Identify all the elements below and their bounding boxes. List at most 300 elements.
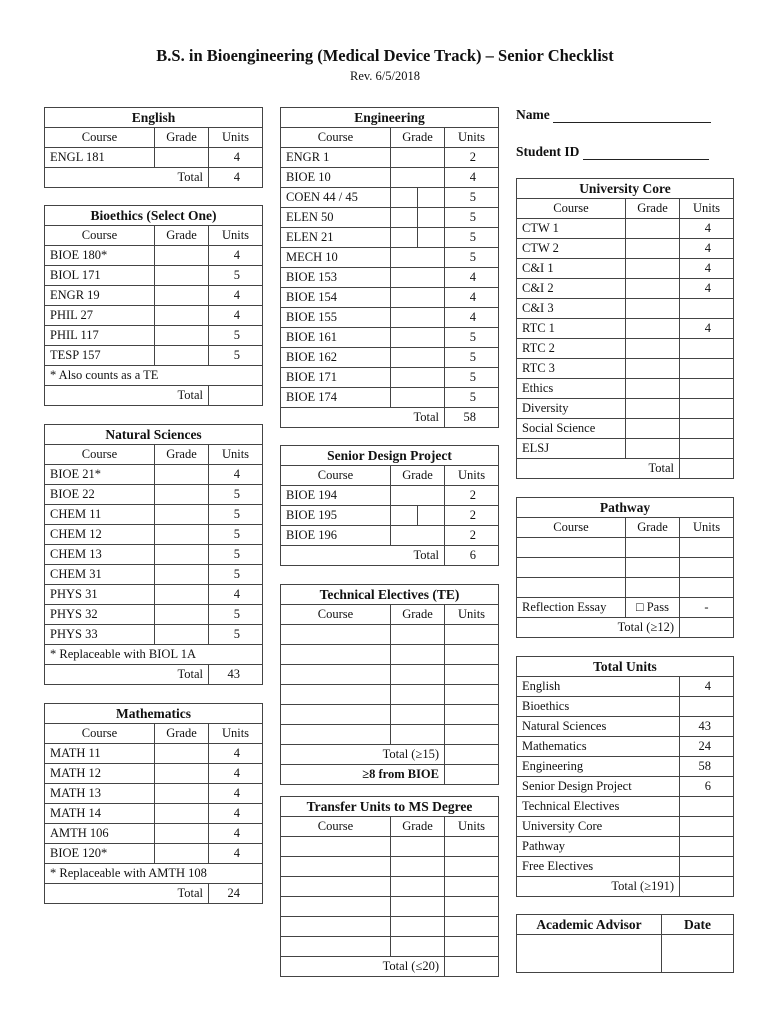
units-value: 5 [209, 505, 263, 525]
total-value: 43 [209, 665, 263, 685]
advisor-date-cell[interactable] [662, 935, 734, 973]
grade-header: Grade [155, 445, 209, 465]
grade-cell[interactable] [391, 328, 445, 348]
table-row [517, 319, 734, 339]
units-value: 5 [209, 346, 263, 366]
grade-cell[interactable] [155, 764, 209, 784]
course-header: Course [517, 518, 626, 538]
te-bioe-note: ≥8 from BIOE [281, 765, 445, 785]
grade-cell[interactable] [626, 578, 680, 598]
units-header: Units [445, 466, 499, 486]
table-row [281, 685, 499, 705]
course-cell[interactable] [281, 897, 391, 917]
course-code: MATH 11 [45, 744, 155, 764]
grade-cell[interactable] [626, 399, 680, 419]
course-code: CHEM 13 [45, 545, 155, 565]
table-row [281, 308, 499, 328]
units-cell[interactable] [445, 917, 499, 937]
revision-date: Rev. 6/5/2018 [349, 69, 421, 83]
table-row [517, 179, 734, 199]
grade-cell[interactable] [626, 299, 680, 319]
units-value: 4 [209, 465, 263, 485]
grade-cell[interactable] [626, 359, 680, 379]
grade-cell[interactable] [626, 239, 680, 259]
table-row [281, 817, 499, 837]
category-label: Mathematics [517, 737, 680, 757]
table-row [281, 168, 499, 188]
category-units [680, 817, 734, 837]
course-code: ENGL 181 [45, 148, 155, 168]
grade-header: Grade [391, 817, 445, 837]
units-value: 4 [445, 168, 499, 188]
course-header: Course [45, 128, 155, 148]
grade-cell[interactable] [391, 526, 445, 546]
units-cell[interactable] [445, 857, 499, 877]
units-header: Units [209, 226, 263, 246]
course-cell[interactable] [517, 558, 626, 578]
grade-cell[interactable] [391, 188, 445, 208]
table-row [517, 498, 734, 518]
table-row [45, 724, 263, 744]
grade-cell[interactable] [391, 877, 445, 897]
section-title: English [45, 108, 263, 128]
course-code: Diversity [517, 399, 626, 419]
course-code: ELEN 50 [281, 208, 391, 228]
grade-cell[interactable] [391, 388, 445, 408]
te-total-value[interactable] [445, 745, 499, 765]
units-value: 2 [445, 506, 499, 526]
table-row [517, 578, 734, 598]
table-row [45, 128, 263, 148]
units-value: 4 [209, 306, 263, 326]
transfer-total-value[interactable] [445, 957, 499, 977]
table-row [45, 226, 263, 246]
units-value: 4 [680, 239, 734, 259]
course-code: CHEM 31 [45, 565, 155, 585]
units-value [680, 339, 734, 359]
units-value: 4 [209, 246, 263, 266]
grade-cell[interactable] [155, 465, 209, 485]
grade-cell[interactable] [155, 545, 209, 565]
course-cell[interactable] [281, 857, 391, 877]
grade-cell[interactable] [626, 439, 680, 459]
table-row [281, 745, 499, 765]
course-code: CHEM 11 [45, 505, 155, 525]
table-row [281, 288, 499, 308]
grade-cell[interactable] [155, 286, 209, 306]
table-row [281, 897, 499, 917]
grade-cell[interactable] [626, 379, 680, 399]
table-row [281, 408, 499, 428]
grade-cell[interactable] [391, 348, 445, 368]
units-value: 5 [209, 266, 263, 286]
grade-cell[interactable] [391, 308, 445, 328]
course-code: BIOE 120* [45, 844, 155, 864]
grade-header: Grade [391, 605, 445, 625]
table-row [281, 917, 499, 937]
category-label: University Core [517, 817, 680, 837]
table-row [517, 538, 734, 558]
grade-cell[interactable] [155, 824, 209, 844]
units-header: Units [209, 445, 263, 465]
grade-cell[interactable] [391, 506, 445, 526]
table-row [45, 764, 263, 784]
footnote: * Replaceable with BIOL 1A [45, 645, 263, 665]
grade-cell[interactable] [155, 625, 209, 645]
units-cell[interactable] [445, 685, 499, 705]
units-value: 4 [680, 279, 734, 299]
course-cell[interactable] [281, 685, 391, 705]
natural-sciences-table [44, 424, 263, 685]
units-value: 4 [209, 784, 263, 804]
grade-cell[interactable] [626, 538, 680, 558]
course-code: Social Science [517, 419, 626, 439]
pathway-total-value[interactable] [680, 618, 734, 638]
table-row [517, 777, 734, 797]
units-value: 5 [445, 368, 499, 388]
table-row [517, 797, 734, 817]
grade-cell[interactable] [626, 419, 680, 439]
mathematics-table [44, 703, 263, 904]
total-label: Total [45, 168, 209, 188]
units-header: Units [209, 128, 263, 148]
course-code: BIOE 196 [281, 526, 391, 546]
senior-design-table [280, 445, 499, 566]
grade-cell[interactable] [391, 625, 445, 645]
units-cell[interactable] [680, 578, 734, 598]
table-row [281, 446, 499, 466]
te-total-label: Total (≥15) [281, 745, 445, 765]
grade-cell[interactable] [391, 857, 445, 877]
section-title: Natural Sciences [45, 425, 263, 445]
table-row [45, 346, 263, 366]
course-code: CHEM 12 [45, 525, 155, 545]
course-cell[interactable] [281, 917, 391, 937]
pathway-total-label: Total (≥12) [517, 618, 680, 638]
section-title: Senior Design Project [281, 446, 499, 466]
table-row [45, 884, 263, 904]
advisor-signature-cell[interactable] [517, 935, 662, 973]
units-value: 5 [209, 605, 263, 625]
grade-cell[interactable] [391, 208, 445, 228]
units-value: 4 [209, 585, 263, 605]
category-units: 43 [680, 717, 734, 737]
category-units [680, 857, 734, 877]
table-row [517, 199, 734, 219]
course-code: BIOE 21* [45, 465, 155, 485]
course-cell[interactable] [517, 578, 626, 598]
grade-cell[interactable] [626, 319, 680, 339]
student-id-label: Student ID [516, 144, 580, 159]
section-title: Bioethics (Select One) [45, 206, 263, 226]
table-row [281, 108, 499, 128]
table-row [517, 558, 734, 578]
grade-cell[interactable] [155, 565, 209, 585]
table-row [281, 585, 499, 605]
grade-header: Grade [626, 518, 680, 538]
total-units-table [516, 656, 734, 897]
table-row [45, 148, 263, 168]
course-code: BIOE 195 [281, 506, 391, 526]
academic-advisor-label: Academic Advisor [517, 915, 662, 935]
table-row [45, 246, 263, 266]
total-value [680, 459, 734, 479]
course-cell[interactable] [281, 937, 391, 957]
grade-cell[interactable] [391, 368, 445, 388]
grade-cell[interactable] [626, 219, 680, 239]
table-row [281, 506, 499, 526]
units-cell[interactable] [445, 705, 499, 725]
total-value: 4 [209, 168, 263, 188]
units-cell[interactable] [680, 558, 734, 578]
category-units: 6 [680, 777, 734, 797]
course-header: Course [281, 817, 391, 837]
table-row [517, 618, 734, 638]
table-row [517, 439, 734, 459]
units-value: 5 [209, 485, 263, 505]
category-label: Senior Design Project [517, 777, 680, 797]
grade-cell[interactable] [626, 558, 680, 578]
grade-cell[interactable] [155, 744, 209, 764]
grade-cell[interactable] [391, 705, 445, 725]
table-row [45, 386, 263, 406]
grade-cell[interactable] [391, 897, 445, 917]
footnote: * Replaceable with AMTH 108 [45, 864, 263, 884]
table-row [281, 605, 499, 625]
grade-cell[interactable] [155, 148, 209, 168]
total-label: Total [281, 408, 445, 428]
units-value [680, 439, 734, 459]
section-title: Mathematics [45, 704, 263, 724]
advisor-table [516, 914, 734, 973]
course-cell[interactable] [517, 538, 626, 558]
course-code: RTC 3 [517, 359, 626, 379]
table-row [281, 765, 499, 785]
course-cell[interactable] [281, 877, 391, 897]
table-row [517, 677, 734, 697]
table-row [517, 399, 734, 419]
grade-cell[interactable] [155, 505, 209, 525]
table-row [517, 877, 734, 897]
grand-total-value[interactable] [680, 877, 734, 897]
grade-split [391, 228, 444, 247]
grade-cell[interactable] [155, 844, 209, 864]
course-code: BIOE 22 [45, 485, 155, 505]
category-units [680, 797, 734, 817]
course-code: PHIL 117 [45, 326, 155, 346]
course-cell[interactable] [281, 665, 391, 685]
units-value [680, 299, 734, 319]
grade-cell[interactable] [155, 306, 209, 326]
grade-header: Grade [391, 128, 445, 148]
grade-cell[interactable] [391, 268, 445, 288]
grade-cell[interactable] [155, 804, 209, 824]
grade-cell[interactable] [391, 725, 445, 745]
category-units [680, 697, 734, 717]
table-row [281, 877, 499, 897]
table-row [281, 705, 499, 725]
table-row [517, 339, 734, 359]
table-row [517, 219, 734, 239]
table-row [45, 505, 263, 525]
course-cell[interactable] [281, 837, 391, 857]
units-value: 5 [209, 625, 263, 645]
total-label: Total [45, 884, 209, 904]
grade-cell[interactable] [155, 784, 209, 804]
grade-cell[interactable] [626, 259, 680, 279]
grade-cell[interactable] [155, 246, 209, 266]
total-value: 6 [445, 546, 499, 566]
grade-cell[interactable] [391, 917, 445, 937]
grade-cell[interactable] [391, 148, 445, 168]
name-field[interactable] [516, 107, 711, 123]
course-header: Course [45, 445, 155, 465]
te-bioe-value[interactable] [445, 765, 499, 785]
table-row [517, 459, 734, 479]
course-code: BIOE 180* [45, 246, 155, 266]
table-row [45, 565, 263, 585]
table-row [45, 366, 263, 386]
table-row [45, 326, 263, 346]
units-cell[interactable] [445, 897, 499, 917]
course-header: Course [281, 466, 391, 486]
course-code: MATH 14 [45, 804, 155, 824]
course-code: Ethics [517, 379, 626, 399]
course-header: Course [517, 199, 626, 219]
table-row [517, 299, 734, 319]
units-header: Units [680, 518, 734, 538]
total-value: 24 [209, 884, 263, 904]
student-id-field[interactable] [516, 144, 709, 160]
course-cell[interactable] [281, 705, 391, 725]
course-header: Course [281, 128, 391, 148]
category-units [680, 837, 734, 857]
pass-checkbox[interactable]: □ Pass [626, 598, 680, 618]
table-row [517, 279, 734, 299]
category-units: 4 [680, 677, 734, 697]
course-code: BIOE 10 [281, 168, 391, 188]
units-cell[interactable] [445, 645, 499, 665]
grade-cell[interactable] [391, 248, 445, 268]
grade-cell[interactable] [391, 837, 445, 857]
table-row [281, 526, 499, 546]
units-cell[interactable] [680, 538, 734, 558]
table-row [45, 485, 263, 505]
table-row [281, 725, 499, 745]
grade-cell[interactable] [155, 525, 209, 545]
total-label: Total [45, 665, 209, 685]
grade-cell[interactable] [391, 288, 445, 308]
grade-cell[interactable] [391, 228, 445, 248]
grade-cell[interactable] [391, 168, 445, 188]
units-header: Units [445, 605, 499, 625]
grade-cell[interactable] [626, 339, 680, 359]
table-row [45, 206, 263, 226]
units-cell[interactable] [445, 665, 499, 685]
course-code: BIOL 171 [45, 266, 155, 286]
total-label: Total [517, 459, 680, 479]
units-cell[interactable] [445, 877, 499, 897]
table-row [517, 837, 734, 857]
units-cell[interactable] [445, 725, 499, 745]
units-value: 4 [680, 259, 734, 279]
grade-cell[interactable] [391, 685, 445, 705]
grade-cell[interactable] [155, 585, 209, 605]
table-row [45, 266, 263, 286]
units-value [680, 399, 734, 419]
grade-cell[interactable] [391, 645, 445, 665]
table-row [281, 645, 499, 665]
university-core-table [516, 178, 734, 479]
grade-cell[interactable] [626, 279, 680, 299]
units-cell[interactable] [445, 837, 499, 857]
english-table [44, 107, 263, 188]
units-header: Units [680, 199, 734, 219]
grade-cell[interactable] [155, 346, 209, 366]
grade-cell[interactable] [155, 326, 209, 346]
course-cell[interactable] [281, 625, 391, 645]
grade-cell[interactable] [391, 486, 445, 506]
grade-header: Grade [155, 724, 209, 744]
table-row [45, 844, 263, 864]
units-cell[interactable] [445, 937, 499, 957]
table-row [517, 419, 734, 439]
course-code: BIOE 194 [281, 486, 391, 506]
table-row [45, 286, 263, 306]
grade-cell[interactable] [155, 485, 209, 505]
table-row [45, 704, 263, 724]
course-code: PHYS 32 [45, 605, 155, 625]
table-row [517, 857, 734, 877]
grade-split [391, 188, 444, 207]
grade-cell[interactable] [391, 937, 445, 957]
table-row [45, 108, 263, 128]
table-row [281, 466, 499, 486]
bioethics-table [44, 205, 263, 406]
course-code: COEN 44 / 45 [281, 188, 391, 208]
table-row [281, 328, 499, 348]
units-header: Units [445, 817, 499, 837]
table-row [517, 697, 734, 717]
units-value: 4 [209, 804, 263, 824]
course-code: BIOE 161 [281, 328, 391, 348]
grade-cell[interactable] [155, 605, 209, 625]
page-title: B.S. in Bioengineering (Medical Device Track) – Senior Checklist [156, 46, 614, 65]
course-code: AMTH 106 [45, 824, 155, 844]
course-code: PHIL 27 [45, 306, 155, 326]
units-value: 5 [209, 525, 263, 545]
total-value [209, 386, 263, 406]
grade-cell[interactable] [155, 266, 209, 286]
course-code: BIOE 155 [281, 308, 391, 328]
course-cell[interactable] [281, 725, 391, 745]
units-cell[interactable] [445, 625, 499, 645]
course-code: C&I 3 [517, 299, 626, 319]
total-label: Total [281, 546, 445, 566]
course-code: PHYS 31 [45, 585, 155, 605]
category-label: Engineering [517, 757, 680, 777]
category-label: Natural Sciences [517, 717, 680, 737]
units-value [680, 419, 734, 439]
units-value: 4 [680, 319, 734, 339]
table-row [281, 797, 499, 817]
grade-cell[interactable] [391, 665, 445, 685]
table-row [517, 379, 734, 399]
table-row [281, 348, 499, 368]
course-cell[interactable] [281, 645, 391, 665]
essay-units-dash: - [680, 598, 734, 618]
course-header: Course [281, 605, 391, 625]
